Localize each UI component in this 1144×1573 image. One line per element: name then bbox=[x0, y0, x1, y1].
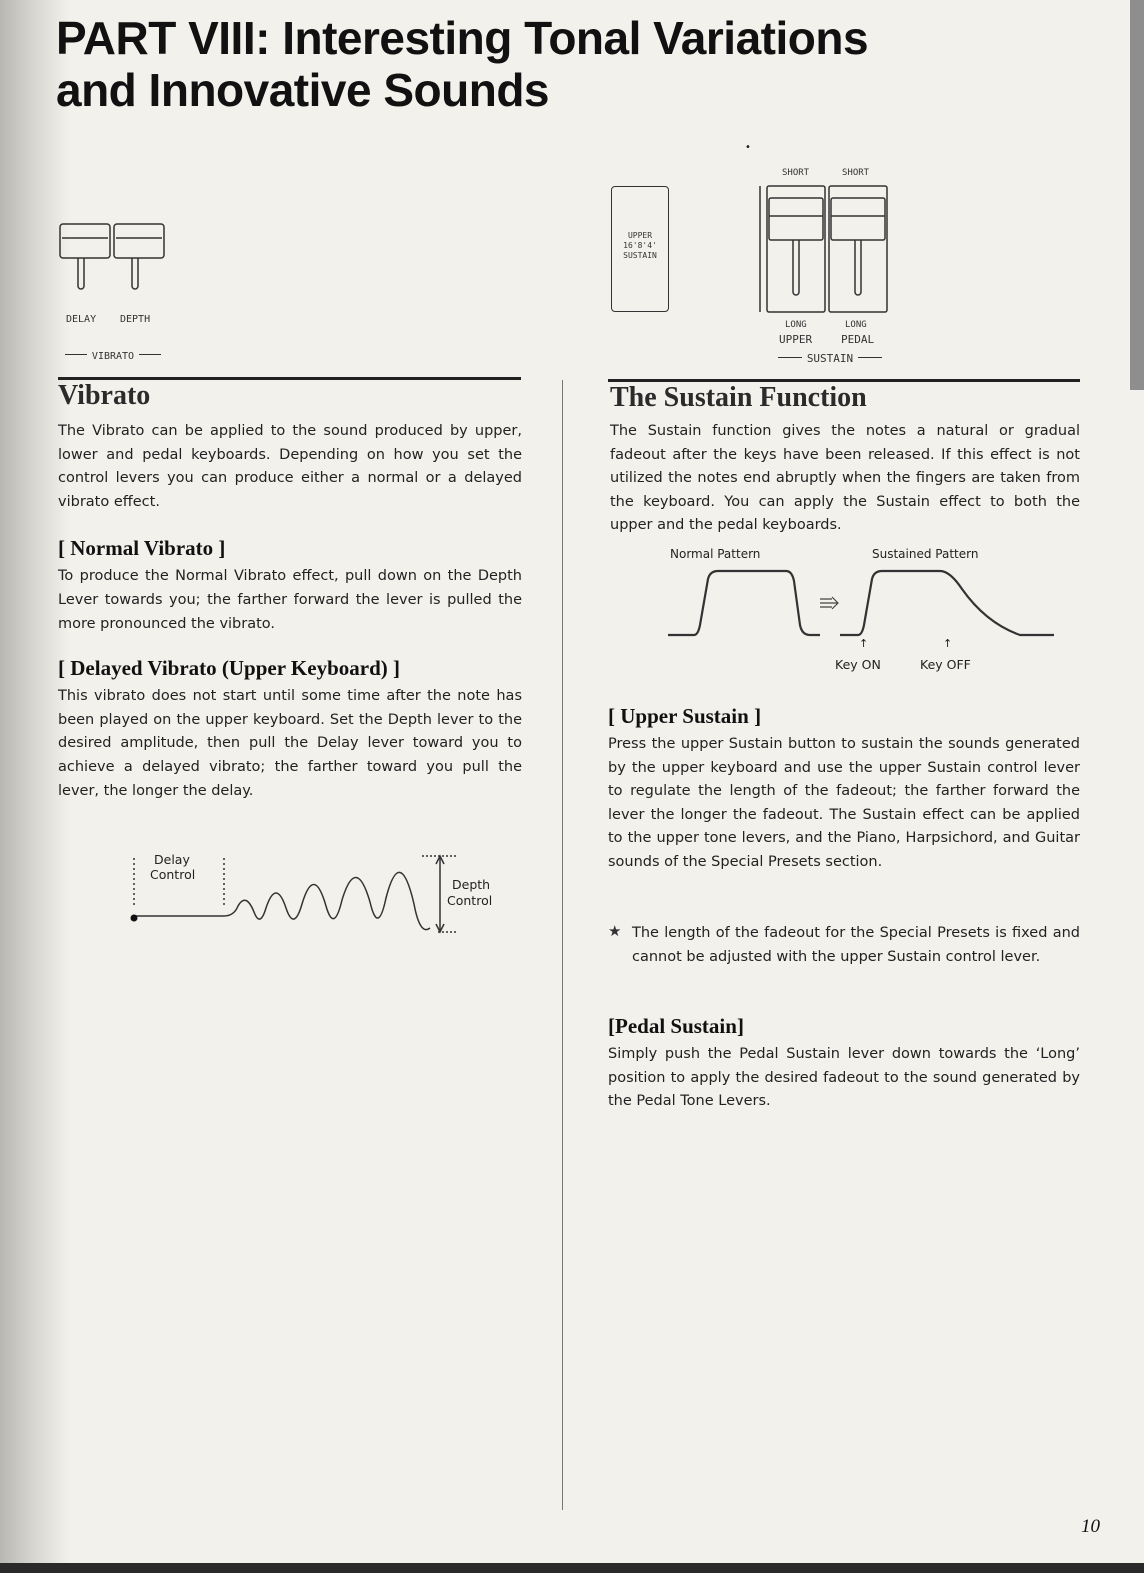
vibrato-group-caption bbox=[58, 344, 168, 363]
sustain-heading: The Sustain Function bbox=[610, 382, 867, 413]
vibrato-section bbox=[58, 380, 522, 803]
vibrato-levers-graphic bbox=[56, 220, 186, 320]
upper-short-label: SHORT bbox=[782, 168, 810, 178]
page-bottom-edge bbox=[0, 1563, 1144, 1573]
sustain-group-label: SUSTAIN bbox=[806, 352, 854, 365]
upper-long-label: LONG bbox=[785, 320, 807, 330]
indicator-dot: • bbox=[745, 142, 751, 153]
page-title: PART VIII: Interesting Tonal Variations and Innovative Sounds bbox=[56, 12, 869, 116]
upper-sustain-button-label: UPPER 16'8'4' SUSTAIN bbox=[623, 231, 657, 260]
pedal-slider-label: PEDAL bbox=[841, 333, 875, 346]
upper-sustain-section bbox=[608, 704, 1080, 875]
normal-vibrato-heading: [ Normal Vibrato ] bbox=[58, 536, 226, 561]
upper-slider-label: UPPER bbox=[779, 333, 813, 346]
vibrato-heading: Vibrato bbox=[58, 380, 151, 411]
sustain-envelope-diagram bbox=[650, 545, 1070, 685]
wave-delay-label: Delay bbox=[154, 852, 190, 867]
page-number: 10 bbox=[1081, 1516, 1100, 1537]
wave-depth-control-label: Control bbox=[447, 893, 493, 908]
delayed-vibrato-text: This vibrato does not start until some time after the note has been played on the upper keyboard. Set the Depth lever to the desired amplitude, then pull the Delay lever toward you to achieve a delayed vibrato; the farther toward you pull the lever, the longer the delay. bbox=[58, 688, 522, 799]
delay-lever-label: DELAY bbox=[66, 314, 97, 325]
star-icon: ★ bbox=[608, 922, 622, 940]
column-divider bbox=[562, 380, 563, 1510]
vibrato-group-label: VIBRATO bbox=[91, 351, 135, 362]
pedal-sustain-text: Simply push the Pedal Sustain lever down towards the ‘Long’ position to apply the desired fadeout to the sound generated by the Pedal Tone Levers. bbox=[608, 1046, 1080, 1110]
vibrato-intro: The Vibrato can be applied to the sound produced by upper, lower and pedal keyboards. Depending on how you set the control levers you can produce either a normal or a delayed vibrato effect. bbox=[58, 423, 522, 510]
delayed-vibrato-waveform bbox=[120, 848, 520, 948]
special-presets-note bbox=[608, 922, 1080, 969]
sustained-pattern-label: Sustained Pattern bbox=[872, 547, 979, 561]
sustain-group-caption bbox=[765, 347, 895, 366]
key-on-arrow: ↑ bbox=[859, 637, 869, 650]
pedal-short-label: SHORT bbox=[842, 168, 870, 178]
key-on-label: Key ON bbox=[835, 657, 881, 672]
wave-control-label: Control bbox=[150, 867, 196, 882]
wave-depth-label: Depth bbox=[452, 877, 491, 892]
key-off-label: Key OFF bbox=[920, 657, 971, 672]
key-off-arrow: ↑ bbox=[943, 637, 953, 650]
normal-vibrato-text: To produce the Normal Vibrato effect, pull down on the Depth Lever towards you; the farther forward the lever is pulled the more pronounced the vibrato. bbox=[58, 568, 522, 632]
pedal-sustain-heading: [Pedal Sustain] bbox=[608, 1014, 744, 1038]
delayed-vibrato-heading: [ Delayed Vibrato (Upper Keyboard) ] bbox=[58, 656, 400, 681]
upper-sustain-button bbox=[611, 186, 669, 312]
normal-pattern-label: Normal Pattern bbox=[670, 547, 761, 561]
sustain-intro: The Sustain function gives the notes a natural or gradual fadeout after the keys have been released. If this effect is not utilized the notes end abruptly when the fingers are taken from the keyboard. You can apply the Sustain effect to both the upper and the pedal keyboards. bbox=[610, 423, 1080, 534]
upper-sustain-heading: [ Upper Sustain ] bbox=[608, 704, 762, 728]
vibrato-lever-diagram bbox=[56, 220, 186, 365]
sustain-section bbox=[610, 382, 1080, 538]
envelope-graphic bbox=[650, 563, 1070, 645]
page-edge-tab bbox=[1130, 0, 1144, 390]
pedal-sustain-section bbox=[608, 1014, 1080, 1114]
pedal-long-label: LONG bbox=[845, 320, 867, 330]
upper-sustain-text: Press the upper Sustain button to sustain the sounds generated by the upper keyboard and use the upper Sustain control lever to regulate the length of the fadeout; the farther forward the lever the longer the fadeout. The Sustain effect can be applied to the upper tone levers, and the Piano, Harpsichord, and Guitar sounds of the Special Presets section. bbox=[608, 736, 1080, 870]
sustain-lever-diagram bbox=[605, 140, 895, 372]
special-presets-note-text: The length of the fadeout for the Special Presets is fixed and cannot be adjusted with the upper Sustain control lever. bbox=[632, 925, 1080, 965]
sustain-sliders-graphic bbox=[755, 184, 895, 314]
depth-lever-label: DEPTH bbox=[120, 314, 151, 325]
